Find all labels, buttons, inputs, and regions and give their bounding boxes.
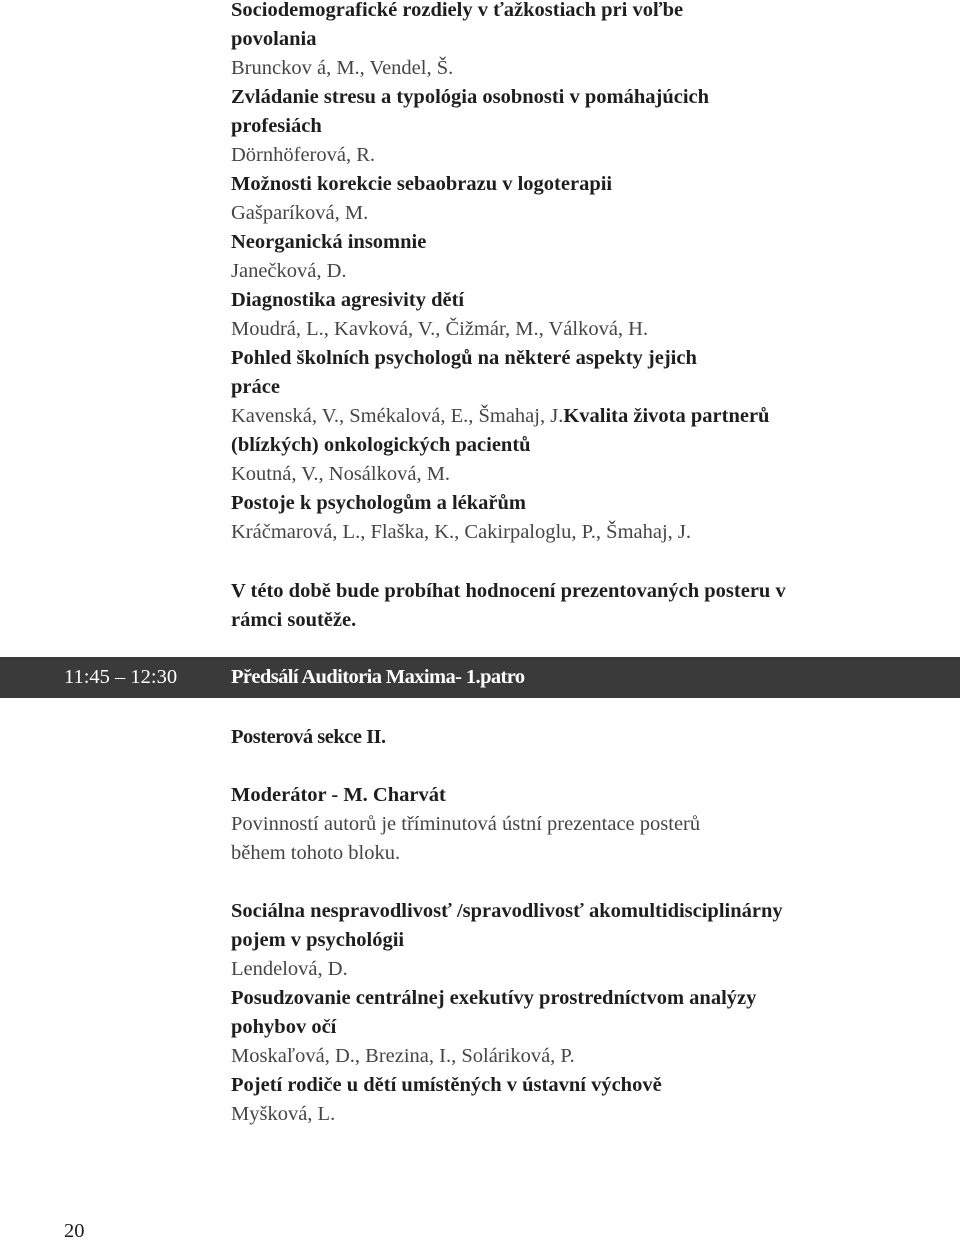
poster-list-part-1: [231, 0, 931, 547]
poster-title: Kvalita života partnerů: [563, 405, 770, 427]
poster-title: pojem v psychológii: [231, 929, 405, 951]
notice-line: rámci soutěže.: [231, 609, 357, 631]
section-info: během tohoto bloku.: [231, 842, 401, 864]
poster-title: práce: [231, 376, 280, 398]
poster-list-part-2: [231, 897, 931, 1129]
poster-title: Sociodemografické rozdiely v ťažkostiach pri voľbe: [231, 0, 684, 21]
poster-title: Možnosti korekcie sebaobrazu v logoterapii: [231, 173, 613, 195]
section-heading: [231, 723, 931, 752]
section-info: Povinností autorů je tříminutová ústní prezentace posterů: [231, 813, 701, 835]
poster-title: pohybov očí: [231, 1016, 337, 1038]
poster-title: Diagnostika agresivity dětí: [231, 289, 465, 311]
poster-title: Neorganická insomnie: [231, 231, 427, 253]
poster-authors: Myšková, L.: [231, 1103, 336, 1125]
poster-authors: Dörnhöferová, R.: [231, 144, 376, 166]
section-title: Posterová sekce II.: [231, 726, 386, 748]
poster-title: Sociálna nespravodlivosť /spravodlivosť akomultidisciplinárny: [231, 900, 783, 922]
evaluation-notice: [231, 577, 931, 635]
poster-title: (blízkých) onkologických pacientů: [231, 434, 531, 456]
poster-authors: Gašparíková, M.: [231, 202, 369, 224]
poster-authors: Lendelová, D.: [231, 958, 348, 980]
poster-title: Zvládanie stresu a typológia osobnosti v pomáhajúcich: [231, 86, 710, 108]
poster-authors: Koutná, V., Nosálková, M.: [231, 463, 451, 485]
poster-authors: Janečková, D.: [231, 260, 347, 282]
poster-authors: Moudrá, L., Kavková, V., Čižmár, M., Válková, H.: [231, 318, 649, 340]
poster-authors-with-title: [231, 402, 931, 431]
poster-title: Pojetí rodiče u dětí umístěných v ústavní výchově: [231, 1074, 662, 1096]
session-header-bar: [0, 657, 960, 698]
page-number: 20: [64, 1220, 85, 1242]
moderator-name: Moderátor - M. Charvát: [231, 784, 446, 806]
poster-title: Posudzovanie centrálnej exekutívy prostredníctvom analýzy: [231, 987, 757, 1009]
poster-title: povolania: [231, 28, 317, 50]
poster-authors: Moskaľová, D., Brezina, I., Soláriková, P.: [231, 1045, 575, 1067]
poster-authors: Kráčmarová, L., Flaška, K., Cakirpaloglu, P., Šmahaj, J.: [231, 521, 692, 543]
poster-authors: Brunckov á, M., Vendel, Š.: [231, 57, 454, 79]
poster-title: Pohled školních psychologů na některé aspekty jejich: [231, 347, 697, 369]
session-time: 11:45 – 12:30: [64, 666, 178, 688]
moderator-block: [231, 781, 931, 868]
notice-line: V této době bude probíhat hodnocení prezentovaných posteru v: [231, 580, 786, 602]
poster-authors: Kavenská, V., Smékalová, E., Šmahaj, J.: [231, 405, 564, 427]
session-location: Předsálí Auditoria Maxima- 1.patro: [231, 666, 525, 688]
poster-title: Postoje k psychologům a lékařům: [231, 492, 526, 514]
poster-title: profesiách: [231, 115, 322, 137]
